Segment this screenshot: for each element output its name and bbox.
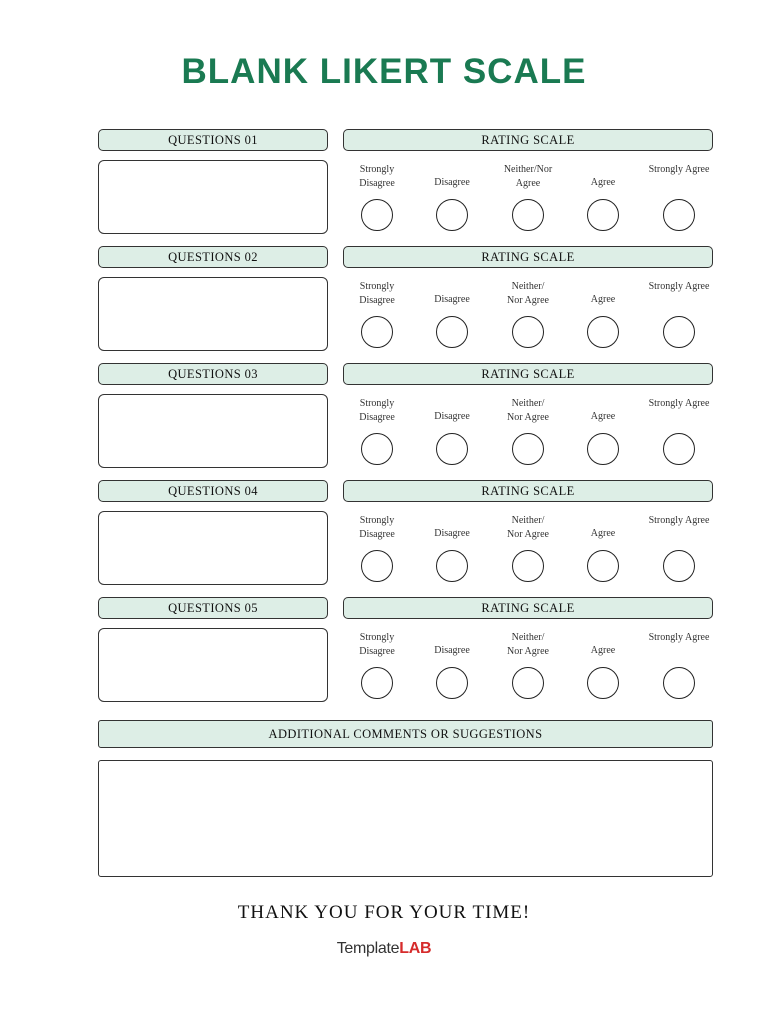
rating-radio[interactable] xyxy=(512,667,544,699)
question-block xyxy=(0,480,768,597)
question-block xyxy=(0,129,768,246)
rating-option-label-line: Agree xyxy=(590,294,616,305)
rating-option-label-line: Neither/Nor xyxy=(503,164,553,175)
rating-option-label xyxy=(488,280,568,308)
rating-radio[interactable] xyxy=(436,433,468,465)
rating-option-label xyxy=(563,644,643,658)
rating-option-label xyxy=(412,293,492,307)
comments-box[interactable] xyxy=(98,760,713,877)
question-header: QUESTIONS 01 xyxy=(98,129,328,151)
rating-option-label-line: Disagree xyxy=(434,528,470,539)
rating-radio[interactable] xyxy=(361,667,393,699)
rating-option-label-line: Strongly xyxy=(359,281,395,292)
brand-logo-part1: Template xyxy=(336,940,400,957)
rating-option-label xyxy=(488,397,568,425)
rating-option-label xyxy=(639,631,719,645)
question-text-box[interactable] xyxy=(98,277,328,351)
rating-radio[interactable] xyxy=(436,667,468,699)
brand-logo xyxy=(0,940,768,958)
rating-radio[interactable] xyxy=(587,316,619,348)
thank-you-text: THANK YOU FOR YOUR TIME! xyxy=(237,902,531,923)
rating-option-label-line: Strongly Agree xyxy=(648,515,710,526)
rating-option-label-line: Neither/ xyxy=(511,632,545,643)
rating-option-label-line: Nor Agree xyxy=(507,295,549,306)
question-header: QUESTIONS 05 xyxy=(98,597,328,619)
rating-radio[interactable] xyxy=(436,199,468,231)
rating-radio[interactable] xyxy=(663,433,695,465)
rating-option-label-line: Disagree xyxy=(359,295,395,306)
rating-radio[interactable] xyxy=(436,316,468,348)
question-block xyxy=(0,363,768,480)
rating-option-label xyxy=(563,410,643,424)
rating-option-label xyxy=(337,280,417,308)
question-header: QUESTIONS 04 xyxy=(98,480,328,502)
question-header: QUESTIONS 03 xyxy=(98,363,328,385)
rating-option-label-line: Disagree xyxy=(434,645,470,656)
rating-option-label-line: Strongly xyxy=(359,398,395,409)
rating-option-label xyxy=(563,293,643,307)
rating-option-label xyxy=(563,176,643,190)
rating-scale-header: RATING SCALE xyxy=(343,597,713,619)
rating-radio[interactable] xyxy=(512,550,544,582)
rating-option-label-line: Agree xyxy=(590,177,616,188)
rating-scale-header: RATING SCALE xyxy=(343,246,713,268)
page-title: BLANK LIKERT SCALE xyxy=(181,52,587,91)
question-text-box[interactable] xyxy=(98,160,328,234)
rating-option-label-line: Nor Agree xyxy=(507,646,549,657)
rating-option-label xyxy=(639,514,719,528)
rating-option-label-line: Strongly xyxy=(359,515,395,526)
rating-radio[interactable] xyxy=(663,199,695,231)
rating-radio[interactable] xyxy=(361,199,393,231)
rating-scale-header: RATING SCALE xyxy=(343,363,713,385)
rating-radio[interactable] xyxy=(361,316,393,348)
rating-option-label xyxy=(488,631,568,659)
rating-option-label xyxy=(639,280,719,294)
rating-option-label-line: Nor Agree xyxy=(507,412,549,423)
rating-option-label-line: Strongly xyxy=(359,164,395,175)
rating-option-label-line: Strongly Agree xyxy=(648,632,710,643)
rating-option-label-line: Disagree xyxy=(359,529,395,540)
question-block xyxy=(0,597,768,714)
rating-radio[interactable] xyxy=(436,550,468,582)
rating-option-label-line: Disagree xyxy=(359,646,395,657)
rating-radio[interactable] xyxy=(361,550,393,582)
question-text-box[interactable] xyxy=(98,394,328,468)
rating-radio[interactable] xyxy=(512,433,544,465)
rating-radio[interactable] xyxy=(587,433,619,465)
rating-scale-header: RATING SCALE xyxy=(343,480,713,502)
rating-radio[interactable] xyxy=(587,199,619,231)
rating-option-label-line: Strongly xyxy=(359,632,395,643)
rating-option-label-line: Agree xyxy=(515,178,541,189)
rating-radio[interactable] xyxy=(587,550,619,582)
rating-radio[interactable] xyxy=(587,667,619,699)
comments-header: ADDITIONAL COMMENTS OR SUGGESTIONS xyxy=(98,720,713,748)
rating-option-label xyxy=(488,163,568,191)
rating-option-label-line: Agree xyxy=(590,411,616,422)
rating-radio[interactable] xyxy=(512,199,544,231)
rating-option-label xyxy=(412,644,492,658)
rating-option-label xyxy=(563,527,643,541)
rating-option-label-line: Disagree xyxy=(359,178,395,189)
rating-radio[interactable] xyxy=(663,316,695,348)
rating-option-label-line: Nor Agree xyxy=(507,529,549,540)
rating-option-label-line: Agree xyxy=(590,528,616,539)
rating-option-label-line: Disagree xyxy=(359,412,395,423)
rating-option-label xyxy=(639,397,719,411)
rating-option-label xyxy=(337,163,417,191)
rating-option-label-line: Strongly Agree xyxy=(648,398,710,409)
rating-option-label xyxy=(412,176,492,190)
rating-radio[interactable] xyxy=(663,550,695,582)
rating-option-label-line: Neither/ xyxy=(511,281,545,292)
rating-option-label-line: Disagree xyxy=(434,411,470,422)
rating-option-label-line: Neither/ xyxy=(511,398,545,409)
brand-logo-part2: LAB xyxy=(399,940,432,957)
rating-option-label xyxy=(488,514,568,542)
rating-option-label xyxy=(337,514,417,542)
rating-option-label xyxy=(412,410,492,424)
question-text-box[interactable] xyxy=(98,628,328,702)
rating-scale-header: RATING SCALE xyxy=(343,129,713,151)
question-block xyxy=(0,246,768,363)
rating-radio[interactable] xyxy=(663,667,695,699)
rating-option-label xyxy=(639,163,719,177)
rating-option-label-line: Agree xyxy=(590,645,616,656)
rating-option-label xyxy=(337,631,417,659)
rating-option-label xyxy=(412,527,492,541)
rating-radio[interactable] xyxy=(361,433,393,465)
rating-option-label-line: Neither/ xyxy=(511,515,545,526)
rating-option-label-line: Strongly Agree xyxy=(648,164,710,175)
rating-option-label xyxy=(337,397,417,425)
rating-option-label-line: Disagree xyxy=(434,177,470,188)
question-text-box[interactable] xyxy=(98,511,328,585)
question-header: QUESTIONS 02 xyxy=(98,246,328,268)
rating-radio[interactable] xyxy=(512,316,544,348)
rating-option-label-line: Strongly Agree xyxy=(648,281,710,292)
rating-option-label-line: Disagree xyxy=(434,294,470,305)
